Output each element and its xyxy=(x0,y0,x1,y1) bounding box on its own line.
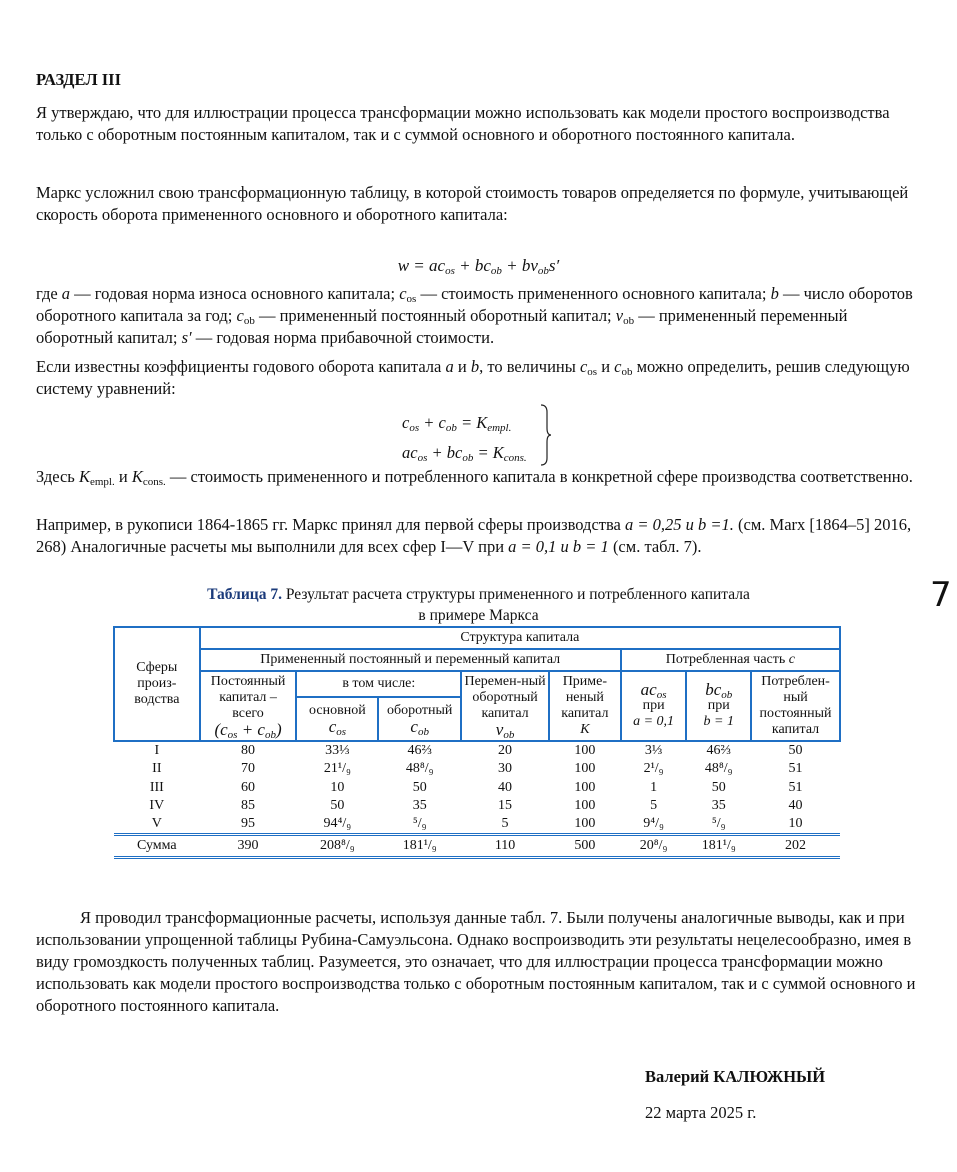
header-b-cob: $bc_{ob}$ при b = 1 xyxy=(686,671,751,741)
table-cell: 94⁴/₉ xyxy=(323,816,352,832)
page-number: 7 xyxy=(930,575,952,615)
table-cell: 1 xyxy=(650,779,658,795)
equation-system xyxy=(402,408,527,468)
paragraph-marx-formula-intro: Маркс усложнил свою трансформационную таблицу, в которой стоимость товаров определяется по формуле, учитывающей скорость оборота примененного основного и оборотного капитала: xyxy=(36,183,909,224)
paragraph-conclusion: Я проводил трансформационные расчеты, используя данные табл. 7. Были получены аналогичные выводы, как и при использовании упрощенной таблицы Рубина-Самуэльсона. Однако воспроизводить эти результаты нецелесообразно, имея в виду громоздкость полученных таблиц. Разумеется, это означает, что для иллюстрации процесса трансформации можно использовать как модели простого воспроизводства только с оборотным постоянным капиталом, так и с суммой основного и оборотного постоянного капитала. xyxy=(36,908,916,1015)
table-cell: 20⁸/₉ xyxy=(621,835,687,858)
table-cell: 51 xyxy=(788,779,803,795)
table-cell: 35 xyxy=(711,797,726,813)
table-cell: 3⅓ xyxy=(644,743,663,758)
table-cell: 181¹/₉ xyxy=(378,835,461,858)
table-cell: 50 xyxy=(711,779,726,795)
table-cell: V xyxy=(151,816,162,832)
table-cell: 100 xyxy=(574,797,596,813)
table-cell: 110 xyxy=(461,835,549,858)
table-row xyxy=(114,741,840,760)
table-cell: 5 xyxy=(650,797,658,813)
table-cell: 48⁸/₉ xyxy=(405,761,434,777)
table-cell: 50 xyxy=(330,797,345,813)
table-cell: 50 xyxy=(412,779,427,795)
table-cell: 390 xyxy=(200,835,297,858)
table-body xyxy=(114,741,840,858)
paragraph-where: где a — годовая норма износа основного капитала; $c_{os}$ — стоимость примененного основного капитала; b — число оборотов оборотного капитала за год; $c_{ob}$ — примененный постоянный оборотный капитал; $v_{ob}$ — примененный переменный оборотный капитал; s′ — годовая норма прибавочной стоимости. xyxy=(36,284,913,347)
header-applied: Примененный постоянный и переменный капитал xyxy=(200,649,621,671)
table-cell: 9⁴/₉ xyxy=(643,816,664,832)
table-cell: 10 xyxy=(788,816,803,832)
table-cell: 100 xyxy=(574,816,596,832)
table-cell: Сумма xyxy=(114,835,200,858)
table-cell: 80 xyxy=(241,743,256,758)
header-consumed-constant: Потреблен-ный постоянный капитал xyxy=(751,671,840,741)
header-applied-capital: Приме-неный капитал K xyxy=(549,671,621,741)
table-cell: 500 xyxy=(549,835,621,858)
table-cell: 100 xyxy=(574,779,596,795)
section-title: РАЗДЕЛ III xyxy=(36,70,121,89)
table-cell: 202 xyxy=(751,835,840,858)
equation-2: $ac_{os} + bc_{ob} = K_{cons.}$ xyxy=(402,443,527,464)
table-cell: 21¹/₉ xyxy=(323,761,351,777)
table-cell: 60 xyxy=(241,779,256,795)
table-cell: 48⁸/₉ xyxy=(704,761,733,777)
caption-line-2: в примере Маркса xyxy=(418,607,539,624)
header-structure: Структура капитала xyxy=(200,627,840,649)
table-cell: 46⅔ xyxy=(407,743,432,758)
table-row xyxy=(114,760,840,778)
paragraph-here: Здесь $K_{empl.}$ и $K_{cons.}$ — стоимость примененного и потребленного капитала в конкретной сфере производства соответственно. xyxy=(36,467,913,488)
table-row xyxy=(114,779,840,797)
table-sum-row xyxy=(114,835,840,858)
header-fixed: основной $c_{os}$ xyxy=(296,697,378,741)
value-formula: $w = ac_{os} + bc_{ob} + bv_{ob}s'$ xyxy=(397,256,560,277)
right-brace-icon xyxy=(540,404,552,466)
table-cell: 30 xyxy=(498,761,513,777)
paragraph-thesis: Я утверждаю, что для иллюстрации процесса трансформации можно использовать как модели простого воспроизводства только с оборотным постоянным капиталом, так и с суммой основного и оборотного постоянного капитала. xyxy=(36,103,890,144)
table-cell: ⁵/₉ xyxy=(711,816,726,832)
author-signature: Валерий КАЛЮЖНЫЙ xyxy=(645,1067,826,1086)
header-a-cos: $ac_{os}$ при a = 0,1 xyxy=(621,671,687,741)
table-cell: 85 xyxy=(241,797,256,813)
table-cell: 95 xyxy=(241,816,256,832)
header-consumed: Потребленная часть c xyxy=(621,649,840,671)
table-cell: 5 xyxy=(501,816,509,832)
table-caption xyxy=(0,584,957,626)
table-cell: 33⅓ xyxy=(325,743,350,758)
date: 22 марта 2025 г. xyxy=(645,1103,757,1122)
paragraph-if-known: Если известны коэффициенты годового оборота капитала a и b, то величины $c_{os}$ и $c_{ob}$ можно определить, решив следующую систему уравнений: xyxy=(36,357,910,398)
table-cell: 2¹/₉ xyxy=(643,761,664,777)
table-cell: 100 xyxy=(574,761,596,777)
table-cell: ⁵/₉ xyxy=(412,816,427,832)
table-cell: II xyxy=(152,761,162,777)
table-cell: 10 xyxy=(330,779,345,795)
paragraph-example: Например, в рукописи 1864-1865 гг. Маркс принял для первой сферы производства a = 0,25 и b =1. (см. Marx [1864–5] 2016, 268) Аналогичные расчеты мы выполнили для всех сфер I—V при a = 0,1 и b = 1 (см. табл. 7). xyxy=(36,515,912,556)
table-cell: 100 xyxy=(574,743,596,758)
table-row xyxy=(114,815,840,835)
table-cell: 40 xyxy=(498,779,513,795)
header-circulating: оборотный $c_{ob}$ xyxy=(378,697,461,741)
table-cell: 15 xyxy=(498,797,513,813)
header-including: в том числе: xyxy=(296,671,461,697)
table-cell: 20 xyxy=(498,743,513,758)
table-row xyxy=(114,797,840,815)
table-cell: 46⅔ xyxy=(706,743,731,758)
table-cell: III xyxy=(149,779,164,795)
header-variable: Перемен-ный оборотный капитал $v_{ob}$ xyxy=(461,671,549,741)
table-7 xyxy=(113,626,841,859)
header-constant-total: Постоянный капитал – всего $(c_{os} + c_{ob})$ xyxy=(200,671,297,741)
table-cell: 51 xyxy=(788,761,803,777)
table-cell: 181¹/₉ xyxy=(686,835,751,858)
equation-1: $c_{os} + c_{ob} = K_{empl.}$ xyxy=(402,413,512,434)
table-cell: 35 xyxy=(412,797,427,813)
table-cell: IV xyxy=(149,797,165,813)
table-cell: 208⁸/₉ xyxy=(296,835,378,858)
table-cell: I xyxy=(154,743,160,758)
caption-line-1: Таблица 7. Результат расчета структуры примененного и потребленного капитала xyxy=(207,586,750,603)
table-cell: 40 xyxy=(788,797,803,813)
table-cell: 70 xyxy=(241,761,256,777)
header-spheres: Сферы произ-водства xyxy=(114,627,200,741)
table-cell: 50 xyxy=(788,743,803,758)
